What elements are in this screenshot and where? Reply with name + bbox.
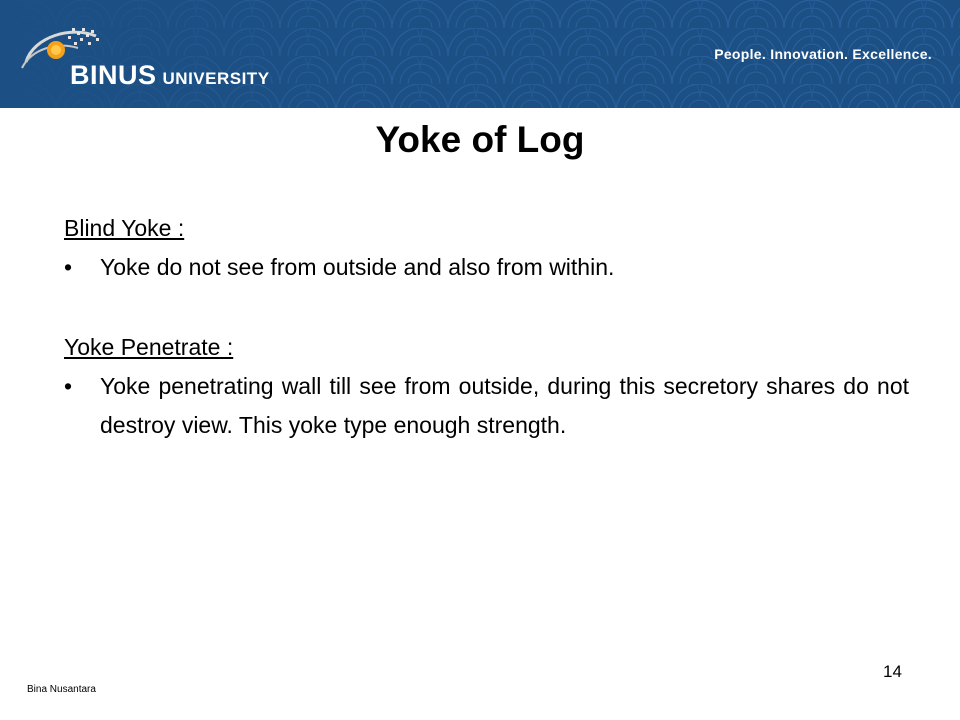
logo-suffix: UNIVERSITY <box>162 69 270 88</box>
logo-name: BINUS <box>70 60 157 90</box>
bullet-text: Yoke do not see from outside and also from within. <box>100 254 615 280</box>
bullet-text: Yoke penetrating wall till see from outside, during this secretory shares do not destroy view. This yoke type enough strength. <box>100 373 909 438</box>
bullet-item <box>64 367 909 445</box>
footer-source: Bina Nusantara <box>27 684 96 695</box>
bullet-item <box>64 248 909 287</box>
slide-header <box>0 0 960 108</box>
section-heading: Blind Yoke : <box>64 215 185 241</box>
slide-title: Yoke of Log <box>375 119 585 160</box>
page-number: 14 <box>883 662 902 681</box>
section-heading: Yoke Penetrate : <box>64 334 234 360</box>
bullet-icon: • <box>64 373 73 399</box>
header-tagline: People. Innovation. Excellence. <box>714 46 932 62</box>
logo-wordmark <box>70 62 270 89</box>
bullet-icon: • <box>64 254 73 280</box>
section-spacer <box>64 287 909 327</box>
slide-body <box>64 208 909 445</box>
